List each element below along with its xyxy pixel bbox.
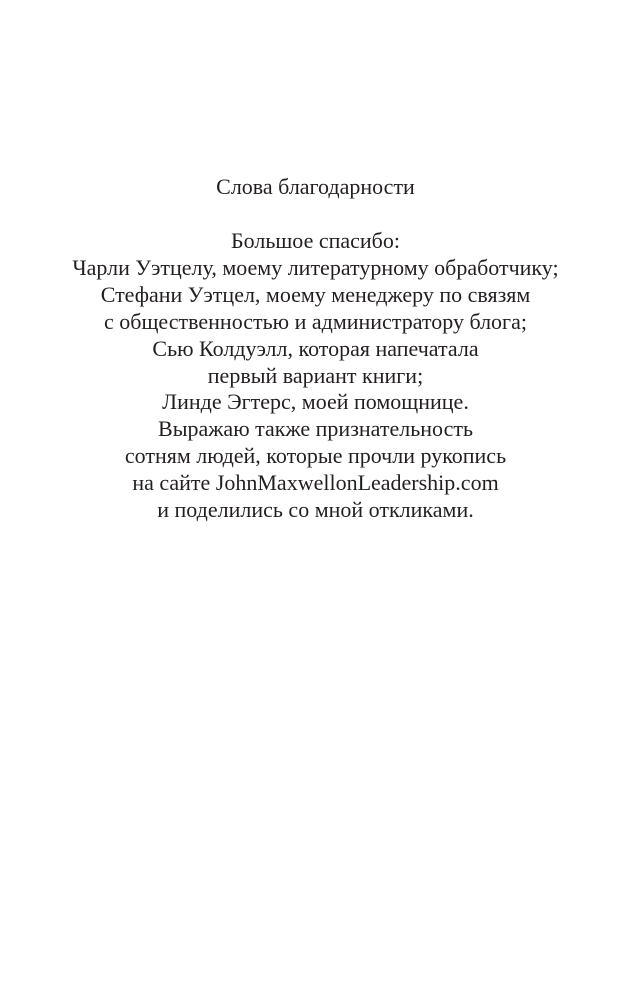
- text-line: на сайте JohnMaxwellonLeadership.com: [132, 470, 499, 496]
- text-line: Чарли Уэтцелу, моему литературному обработчику;: [72, 254, 559, 280]
- text-line: первый вариант книги;: [207, 362, 424, 388]
- text-line: Сью Колдуэлл, которая напечатала: [152, 335, 479, 361]
- text-line: с общественностью и администратору блога;: [104, 308, 527, 334]
- page-heading: Слова благодарности: [216, 174, 415, 199]
- text-line: Большое спасибо:: [231, 228, 400, 253]
- text-line: сотням людей, которые прочли рукопись: [124, 443, 507, 469]
- acknowledgements-text: [0, 228, 631, 524]
- text-line: Стефани Уэтцел, моему менеджеру по связям: [100, 281, 531, 307]
- text-line: Линде Эгтерс, моей помощнице.: [162, 389, 469, 415]
- text-line: и поделились со мной откликами.: [157, 497, 474, 523]
- text-line: Выражаю также признательность: [158, 416, 473, 442]
